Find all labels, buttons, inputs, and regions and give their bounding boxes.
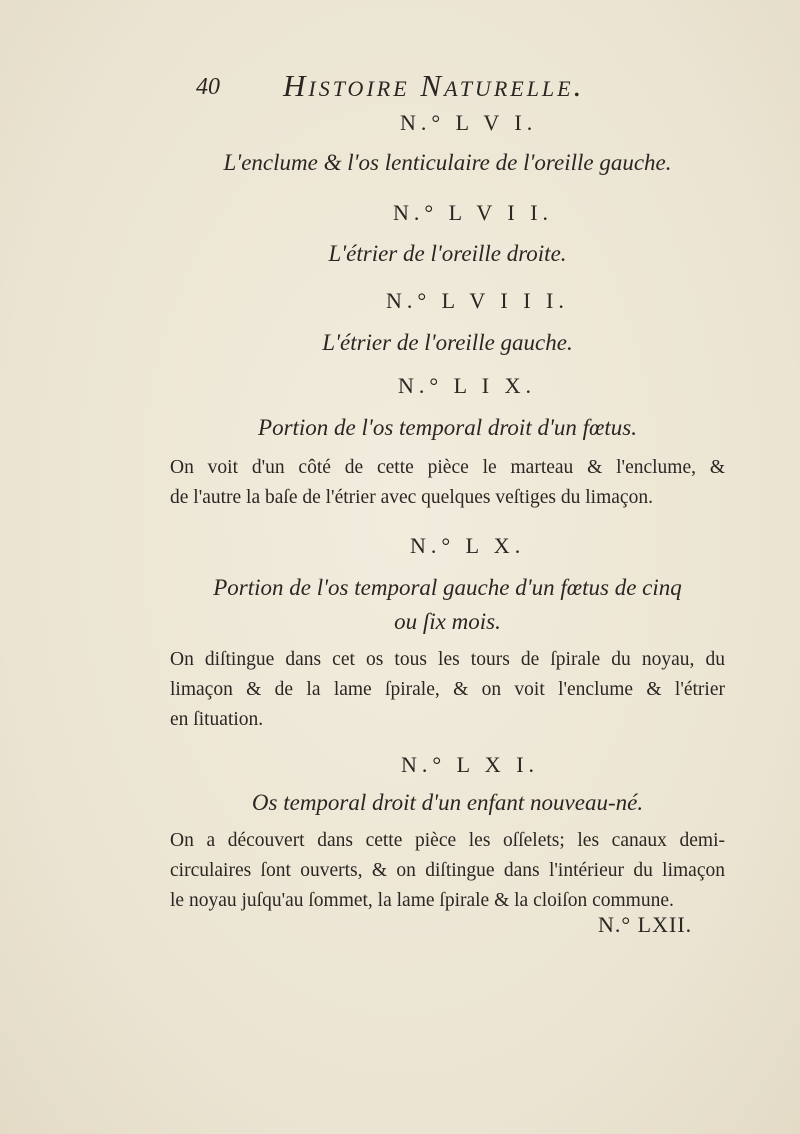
entry-number: N.° L V I I I. [386, 288, 569, 313]
page-header [0, 68, 800, 108]
entry-heading: Os temporal droit d'un enfant nouveau-né. [251, 790, 644, 815]
text-line: en ſituation. [170, 709, 264, 730]
running-title: Histoire Naturelle. [283, 68, 585, 103]
text-line: de l'autre la baſe de l'étrier avec quelques veſtiges du limaçon. [170, 487, 653, 508]
entry-number: N.° L I X. [398, 373, 537, 398]
entry-number: N.° L X. [410, 533, 526, 558]
entry-heading: L'étrier de l'oreille gauche. [322, 330, 573, 355]
entry-heading: L'étrier de l'oreille droite. [328, 241, 567, 266]
text-line: On diſtingue dans cet os tous les tours de ſpirale du noyau, du [170, 649, 725, 670]
text-line: limaçon & de la lame ſpirale, & on voit l'enclume & l'étrier [170, 679, 725, 700]
text-line: circulaires ſont ouverts, & on diſtingue dans l'intérieur du limaçon [170, 860, 725, 881]
entry-number: N.° L X I. [401, 752, 540, 777]
text-line: On a découvert dans cette pièce les oſſelets; les canaux demi- [170, 830, 725, 851]
entry-number: N.° L V I I. [393, 200, 554, 225]
entry-heading: L'enclume & l'os lenticulaire de l'oreille gauche. [223, 150, 672, 175]
entry-description [170, 826, 725, 916]
entry-heading: Portion de l'os temporal gauche d'un fœtus de cinq [213, 575, 682, 600]
entry-heading-continued: ou ſix mois. [394, 609, 501, 634]
entry-number: N.° L V I. [400, 110, 538, 135]
catchword: N.° LXII. [598, 912, 693, 937]
entry-heading: Portion de l'os temporal droit d'un fœtus. [258, 415, 637, 440]
text-line: On voit d'un côté de cette pièce le marteau & l'enclume, & [170, 457, 725, 478]
text-line: le noyau juſqu'au ſommet, la lame ſpirale & la cloiſon commune. [170, 890, 674, 911]
entry-description [170, 645, 725, 735]
entry-description [170, 453, 725, 513]
page-number: 40 [196, 74, 220, 100]
